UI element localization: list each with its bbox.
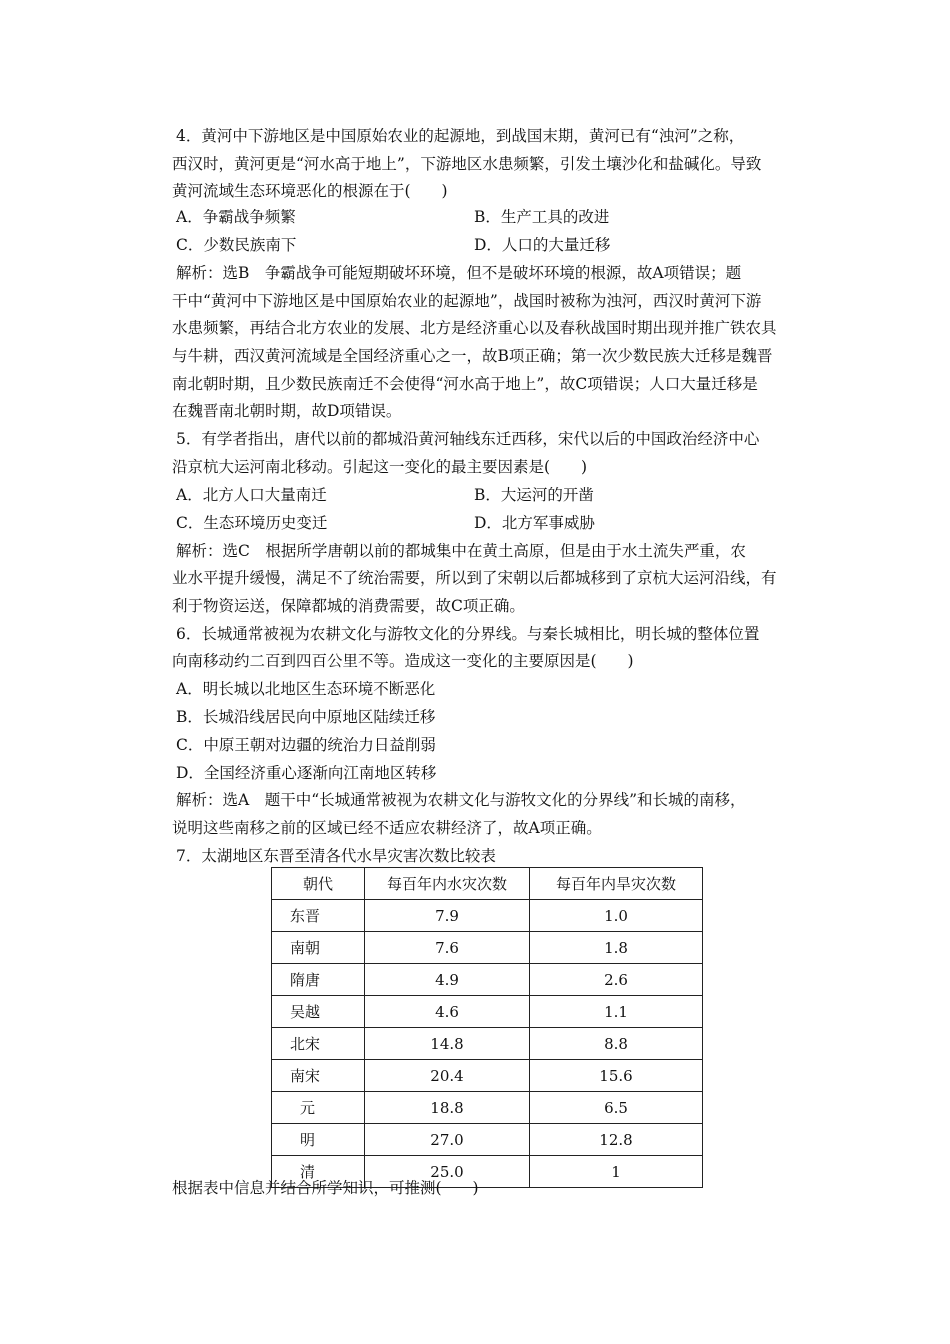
q6-option-d: D．全国经济重心逐渐向江南地区转移 [176,764,437,782]
table-cell: 1.0 [530,900,703,932]
q6-stem-line: 向南移动约二百到四百公里不等。造成这一变化的主要原因是( ) [172,652,634,670]
table-cell: 6.5 [530,1092,703,1124]
q4-analysis-line: 水患频繁，再结合北方农业的发展、北方是经济重心以及春秋战国时期出现并推广铁农具 [172,319,777,337]
table-cell: 8.8 [530,1028,703,1060]
q4-option-d: D．人口的大量迁移 [474,236,611,254]
q5-analysis-line: 利于物资运送，保障都城的消费需要，故C项正确。 [172,597,525,615]
table-row [272,1028,703,1060]
q4-analysis-line: 干中“黄河中下游地区是中国原始农业的起源地”，战国时被称为浊河，西汉时黄河下游 [172,292,762,310]
table-header-cell: 朝代 [272,868,365,900]
table-header-cell: 每百年内水灾次数 [365,868,530,900]
disaster-table [271,867,703,1188]
table-cell: 北宋 [272,1028,365,1060]
table-cell: 清 [272,1156,365,1188]
q4-analysis-line: 与牛耕，西汉黄河流域是全国经济重心之一，故B项正确；第一次少数民族大迁移是魏晋 [172,347,773,365]
table-cell: 27.0 [365,1124,530,1156]
q5-stem-line: 沿京杭大运河南北移动。引起这一变化的最主要因素是( ) [172,458,588,476]
q5-option-c: C．生态环境历史变迁 [176,514,328,532]
table-row [272,900,703,932]
table-row [272,932,703,964]
table-row [272,1092,703,1124]
q4-analysis-line: 在魏晋南北朝时期，故D项错误。 [172,402,402,420]
q4-option-c: C．少数民族南下 [176,236,297,254]
q6-analysis-line: 解析：选A 题干中“长城通常被视为农耕文化与游牧文化的分界线”和长城的南移， [176,791,746,809]
table-header-cell: 每百年内旱灾次数 [530,868,703,900]
table-row [272,996,703,1028]
table-cell: 明 [272,1124,365,1156]
table-cell: 1.1 [530,996,703,1028]
table-cell: 2.6 [530,964,703,996]
q7-follow-up: 根据表中信息并结合所学知识，可推测( ) [172,1179,479,1197]
table-cell: 20.4 [365,1060,530,1092]
table-cell: 吴越 [272,996,365,1028]
table-row [272,1060,703,1092]
q4-analysis-line: 解析：选B 争霸战争可能短期破坏环境，但不是破坏环境的根源，故A项错误；题 [176,264,742,282]
table-cell: 7.6 [365,932,530,964]
q4-analysis-line: 南北朝时期，且少数民族南迁不会使得“河水高于地上”，故C项错误；人口大量迁移是 [172,375,758,393]
q6-stem-line: 6．长城通常被视为农耕文化与游牧文化的分界线。与秦长城相比，明长城的整体位置 [176,625,760,643]
table-row [272,1124,703,1156]
table-cell: 15.6 [530,1060,703,1092]
q6-option-b: B．长城沿线居民向中原地区陆续迁移 [176,708,436,726]
q5-option-d: D．北方军事威胁 [474,514,595,532]
table-row [272,964,703,996]
table-cell: 14.8 [365,1028,530,1060]
q5-stem-line: 5．有学者指出，唐代以前的都城沿黄河轴线东迁西移，宋代以后的中国政治经济中心 [176,430,760,448]
table-cell: 元 [272,1092,365,1124]
table-cell: 1 [530,1156,703,1188]
q7-title: 7．太湖地区东晋至清各代水旱灾害次数比较表 [176,847,496,865]
q4-option-b: B．生产工具的改进 [474,208,610,226]
q5-option-b: B．大运河的开凿 [474,486,594,504]
table-cell: 12.8 [530,1124,703,1156]
q5-analysis-line: 解析：选C 根据所学唐朝以前的都城集中在黄土高原，但是由于水土流失严重，农 [176,542,746,560]
q4-stem-line: 4．黄河中下游地区是中国原始农业的起源地，到战国末期，黄河已有“浊河”之称， [176,127,745,145]
table-cell: 东晋 [272,900,365,932]
q4-stem-line: 黄河流域生态环境恶化的根源在于( ) [172,182,448,200]
q6-option-c: C．中原王朝对边疆的统治力日益削弱 [176,736,436,754]
table-header-row [272,868,703,900]
q4-stem-line: 西汉时，黄河更是“河水高于地上”，下游地区水患频繁，引发土壤沙化和盐碱化。导致 [172,155,762,173]
table-cell: 南朝 [272,932,365,964]
table-cell: 18.8 [365,1092,530,1124]
q4-option-a: A．争霸战争频繁 [176,208,296,226]
table-cell: 7.9 [365,900,530,932]
q6-analysis-line: 说明这些南移之前的区域已经不适应农耕经济了，故A项正确。 [172,819,602,837]
table-cell: 4.9 [365,964,530,996]
table-cell: 25.0 [365,1156,530,1188]
table-cell: 隋唐 [272,964,365,996]
table-cell: 1.8 [530,932,703,964]
q5-option-a: A．北方人口大量南迁 [176,486,327,504]
q6-option-a: A．明长城以北地区生态环境不断恶化 [176,680,436,698]
q5-analysis-line: 业水平提升缓慢，满足不了统治需要，所以到了宋朝以后都城移到了京杭大运河沿线，有 [172,569,777,587]
table-cell: 4.6 [365,996,530,1028]
table-cell: 南宋 [272,1060,365,1092]
